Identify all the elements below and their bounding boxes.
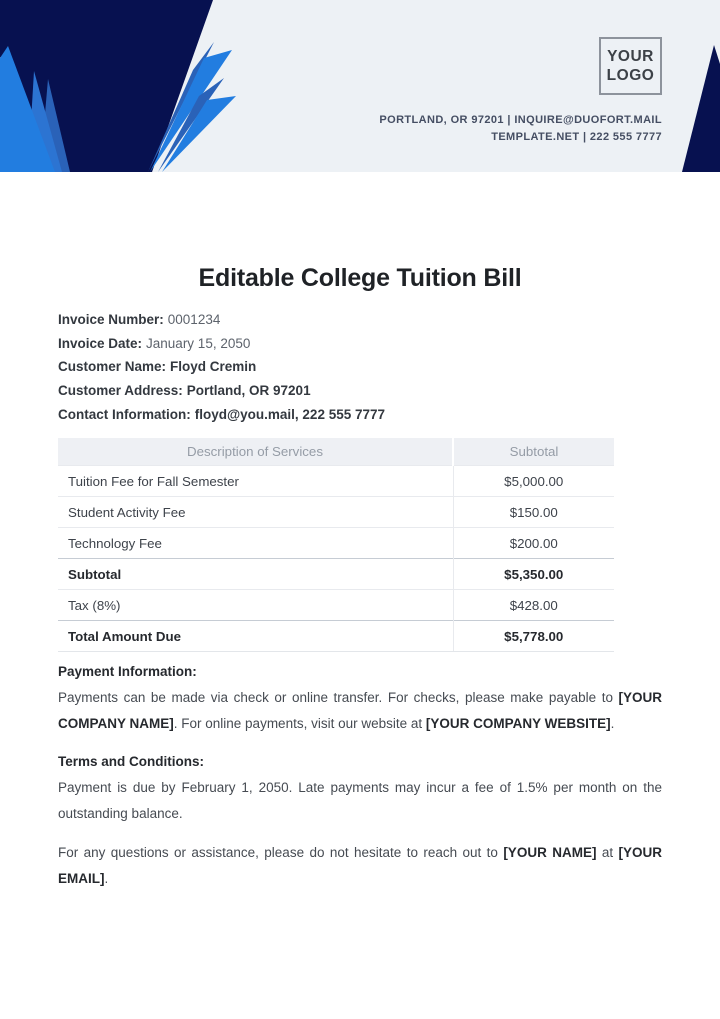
invoice-number-line	[58, 308, 662, 332]
company-name-placeholder: [YOUR COMPANY NAME]	[58, 690, 662, 732]
contact-information-label: Contact Information:	[58, 406, 191, 422]
text-segment: Payments can be made via check or online transfer. For checks, please make payable to	[58, 690, 619, 706]
company-website-placeholder: [YOUR COMPANY WEBSITE]	[425, 716, 611, 732]
table-header-row	[58, 438, 614, 466]
payment-information-heading: Payment Information:	[58, 664, 197, 680]
column-header-subtotal: Subtotal	[453, 438, 614, 466]
row-amount: $5,778.00	[453, 621, 614, 652]
table-row	[58, 466, 614, 497]
text-segment: at	[596, 845, 619, 861]
logo-text-line2: LOGO	[606, 67, 655, 84]
row-amount: $428.00	[453, 590, 614, 621]
row-description: Total Amount Due	[58, 621, 453, 652]
row-amount: $5,000.00	[453, 466, 614, 497]
text-segment: Payment is due by February 1, 2050. Late payments may incur a fee of 1.5% per month on the outstanding balance.	[58, 780, 662, 822]
text-segment: .	[610, 716, 615, 732]
charges-table	[58, 438, 614, 653]
invoice-date-value: January 15, 2050	[146, 335, 251, 351]
invoice-date-line	[58, 332, 662, 356]
row-description: Subtotal	[58, 559, 453, 590]
tax-row	[58, 590, 614, 621]
row-amount: $150.00	[453, 497, 614, 528]
invoice-number-value: 0001234	[167, 312, 221, 327]
text-segment: .	[104, 871, 109, 887]
contact-information-line	[58, 403, 662, 427]
questions-text	[58, 840, 662, 892]
row-description: Student Activity Fee	[58, 497, 453, 528]
customer-address-value: Portland, OR 97201	[186, 383, 311, 399]
your-name-placeholder: [YOUR NAME]	[503, 845, 597, 861]
header-contact	[379, 112, 662, 146]
page-title: Editable College Tuition Bill	[198, 264, 522, 292]
invoice-info	[58, 308, 662, 427]
row-description: Tax (8%)	[58, 590, 453, 621]
terms-and-conditions-text	[58, 775, 662, 827]
row-description: Tuition Fee for Fall Semester	[58, 466, 453, 497]
header	[0, 0, 720, 172]
row-amount: $200.00	[453, 528, 614, 559]
contact-line-1: PORTLAND, OR 97201 | INQUIRE@DUOFORT.MAIL	[379, 114, 662, 126]
table-row	[58, 528, 614, 559]
table-row	[58, 497, 614, 528]
row-amount: $5,350.00	[453, 559, 614, 590]
document-body	[0, 264, 720, 892]
customer-name-value: Floyd Cremin	[170, 359, 257, 375]
contact-line-2: TEMPLATE.NET | 222 555 7777	[491, 131, 662, 143]
text-segment: For any questions or assistance, please do not hesitate to reach out to	[58, 845, 504, 861]
terms-and-conditions-heading: Terms and Conditions:	[58, 754, 205, 770]
logo-text-line1: YOUR	[607, 48, 654, 65]
row-description: Technology Fee	[58, 528, 453, 559]
invoice-date-label: Invoice Date:	[58, 335, 143, 351]
invoice-number-label: Invoice Number:	[58, 312, 164, 327]
logo-placeholder	[599, 37, 662, 95]
contact-information-value: floyd@you.mail, 222 555 7777	[194, 406, 386, 422]
payment-information-text	[58, 685, 662, 737]
column-header-description: Description of Services	[58, 438, 453, 466]
customer-name-line	[58, 355, 662, 379]
corner-triangle-shape	[682, 45, 720, 172]
your-email-placeholder: [YOUR EMAIL]	[58, 845, 662, 887]
text-segment: . For online payments, visit our website at	[173, 716, 426, 732]
total-row	[58, 621, 614, 652]
customer-address-line	[58, 379, 662, 403]
customer-name-label: Customer Name:	[58, 359, 167, 375]
customer-address-label: Customer Address:	[58, 383, 183, 399]
subtotal-row	[58, 559, 614, 590]
